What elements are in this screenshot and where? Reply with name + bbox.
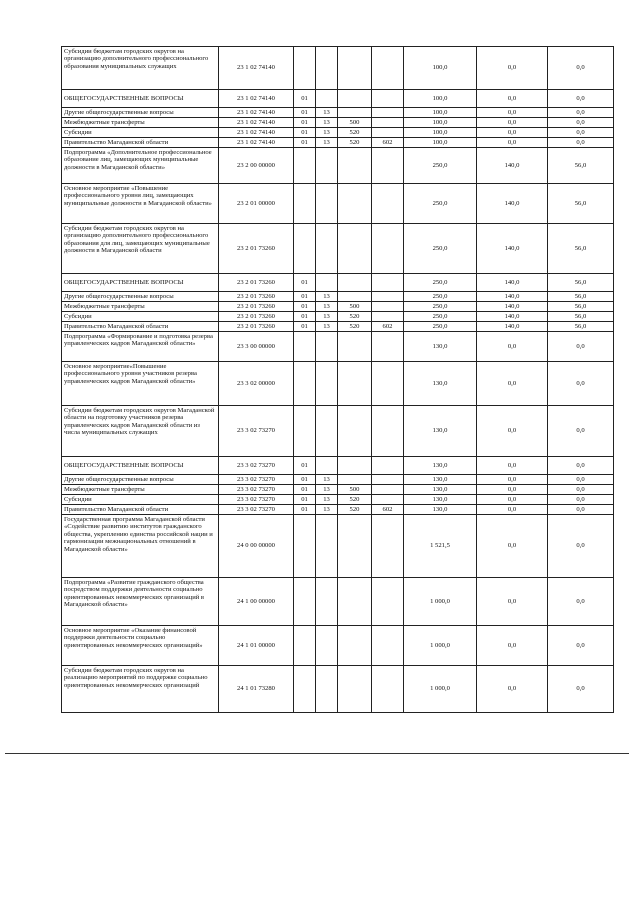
cell-expense-type: 520 [338,138,372,148]
cell-name: Субсидии [62,495,219,505]
cell-code: 23 1 02 74140 [219,90,294,108]
cell-amount-1: 130,0 [404,406,477,457]
cell-name: Подпрограмма «Дополнительное профессиональное образование лиц, замещающих муниципальные должности в Магаданской области» [62,148,219,184]
cell-name: Межбюджетные трансферты [62,118,219,128]
cell-subsection [316,47,338,90]
cell-department: 602 [372,322,404,332]
cell-name: Подпрограмма «Развитие гражданского общества посредством поддержки деятельности социально ориентированных некоммерческих организаций в Магаданской области» [62,578,219,626]
cell-name: Подпрограмма «Формирование и подготовка резерва управленческих кадров Магаданской области» [62,332,219,362]
cell-amount-1: 130,0 [404,332,477,362]
table-row [62,626,614,666]
cell-expense-type [338,292,372,302]
cell-expense-type [338,90,372,108]
cell-section [294,224,316,274]
cell-code: 23 3 02 73270 [219,495,294,505]
cell-section [294,515,316,578]
cell-code: 24 0 00 00000 [219,515,294,578]
cell-amount-3: 0,0 [548,475,614,485]
cell-subsection [316,274,338,292]
cell-name: Другие общегосударственные вопросы [62,108,219,118]
cell-amount-3: 0,0 [548,515,614,578]
table-row [62,148,614,184]
table-row [62,90,614,108]
cell-expense-type [338,148,372,184]
cell-amount-3: 56,0 [548,184,614,224]
cell-subsection: 13 [316,302,338,312]
cell-name: Другие общегосударственные вопросы [62,475,219,485]
cell-subsection: 13 [316,138,338,148]
cell-amount-2: 0,0 [477,515,548,578]
cell-section [294,184,316,224]
cell-code: 23 3 02 73270 [219,485,294,495]
cell-code: 23 1 02 74140 [219,138,294,148]
cell-amount-1: 130,0 [404,505,477,515]
cell-amount-1: 100,0 [404,47,477,90]
cell-expense-type: 500 [338,485,372,495]
cell-section [294,362,316,406]
cell-code: 23 1 02 74140 [219,108,294,118]
cell-code: 24 1 01 73280 [219,666,294,713]
cell-amount-2: 0,0 [477,138,548,148]
cell-code: 23 3 02 73270 [219,457,294,475]
table-row [62,666,614,713]
cell-code: 24 1 01 00000 [219,626,294,666]
cell-amount-2: 0,0 [477,475,548,485]
cell-name: Основное мероприятие «Оказание финансовой поддержки деятельности социально ориентированных некоммерческих организаций» [62,626,219,666]
cell-amount-3: 0,0 [548,128,614,138]
cell-amount-3: 0,0 [548,626,614,666]
cell-expense-type [338,224,372,274]
cell-amount-3: 0,0 [548,495,614,505]
table-row [62,292,614,302]
cell-subsection: 13 [316,485,338,495]
cell-department [372,666,404,713]
cell-amount-2: 0,0 [477,666,548,713]
cell-amount-1: 250,0 [404,312,477,322]
cell-section: 01 [294,485,316,495]
cell-department [372,515,404,578]
cell-department [372,626,404,666]
cell-amount-2: 0,0 [477,578,548,626]
cell-code: 23 2 01 73260 [219,322,294,332]
cell-name: Субсидии [62,128,219,138]
cell-name: Субсидии бюджетам городских округов на организацию дополнительного профессионального образования для лиц, замещающих муниципальные должности в Магаданской области [62,224,219,274]
cell-department [372,224,404,274]
cell-department [372,312,404,322]
cell-amount-2: 0,0 [477,90,548,108]
cell-subsection [316,406,338,457]
table-row [62,332,614,362]
cell-code: 23 2 01 73260 [219,224,294,274]
table-row [62,457,614,475]
page-divider-line [5,753,629,754]
cell-expense-type [338,578,372,626]
cell-department [372,495,404,505]
cell-department: 602 [372,505,404,515]
cell-subsection [316,457,338,475]
cell-department [372,90,404,108]
cell-amount-3: 0,0 [548,505,614,515]
cell-section: 01 [294,292,316,302]
cell-amount-2: 140,0 [477,312,548,322]
cell-amount-2: 0,0 [477,118,548,128]
cell-department [372,148,404,184]
cell-amount-2: 140,0 [477,184,548,224]
cell-amount-1: 100,0 [404,128,477,138]
cell-code: 23 3 02 00000 [219,362,294,406]
cell-amount-1: 130,0 [404,495,477,505]
cell-department [372,578,404,626]
cell-subsection [316,332,338,362]
cell-amount-3: 56,0 [548,292,614,302]
cell-expense-type: 520 [338,322,372,332]
cell-expense-type: 520 [338,495,372,505]
cell-name: Субсидии бюджетам городских округов Магаданской области на подготовку участников резерва управленческих кадров Магаданской области из числа муниципальных служащих [62,406,219,457]
cell-amount-2: 0,0 [477,457,548,475]
table-row [62,495,614,505]
cell-amount-2: 0,0 [477,505,548,515]
cell-name: Основное мероприятие «Повышение профессионального уровня лиц, замещающих муниципальные должности в Магаданской области» [62,184,219,224]
cell-code: 23 2 01 73260 [219,312,294,322]
cell-subsection [316,224,338,274]
cell-subsection [316,578,338,626]
cell-section: 01 [294,302,316,312]
cell-name: Другие общегосударственные вопросы [62,292,219,302]
cell-department [372,485,404,495]
cell-subsection [316,90,338,108]
table-row [62,312,614,322]
cell-expense-type: 500 [338,118,372,128]
cell-name: Субсидии бюджетам городских округов на реализацию мероприятий по поддержке социально ориентированных некоммерческих организаций [62,666,219,713]
cell-section [294,406,316,457]
cell-subsection [316,184,338,224]
cell-code: 23 2 01 00000 [219,184,294,224]
cell-section: 01 [294,138,316,148]
cell-amount-2: 140,0 [477,292,548,302]
cell-expense-type [338,362,372,406]
cell-amount-2: 0,0 [477,47,548,90]
cell-code: 23 2 01 73260 [219,274,294,292]
cell-code: 23 1 02 74140 [219,128,294,138]
table-row [62,108,614,118]
cell-code: 23 2 01 73260 [219,302,294,312]
cell-amount-2: 140,0 [477,322,548,332]
cell-subsection: 13 [316,322,338,332]
cell-name: Правительство Магаданской области [62,322,219,332]
cell-department [372,108,404,118]
cell-amount-3: 0,0 [548,138,614,148]
cell-expense-type: 520 [338,312,372,322]
cell-section: 01 [294,90,316,108]
table-row [62,274,614,292]
cell-amount-2: 0,0 [477,332,548,362]
cell-amount-2: 140,0 [477,274,548,292]
cell-department [372,475,404,485]
table-row [62,505,614,515]
cell-expense-type [338,406,372,457]
cell-amount-2: 0,0 [477,406,548,457]
budget-table-body [62,47,614,713]
cell-section: 01 [294,457,316,475]
cell-section: 01 [294,108,316,118]
cell-expense-type [338,626,372,666]
cell-department [372,406,404,457]
table-row [62,302,614,312]
cell-section: 01 [294,475,316,485]
table-row [62,128,614,138]
cell-section [294,148,316,184]
cell-subsection: 13 [316,128,338,138]
cell-expense-type [338,475,372,485]
cell-subsection [316,626,338,666]
cell-subsection: 13 [316,495,338,505]
cell-amount-1: 250,0 [404,302,477,312]
cell-code: 23 2 00 00000 [219,148,294,184]
cell-department [372,292,404,302]
cell-subsection: 13 [316,118,338,128]
table-row [62,515,614,578]
cell-expense-type: 500 [338,302,372,312]
table-row [62,47,614,90]
cell-section: 01 [294,505,316,515]
table-row [62,362,614,406]
cell-expense-type [338,515,372,578]
cell-amount-3: 0,0 [548,47,614,90]
cell-amount-2: 0,0 [477,495,548,505]
cell-name: Основное мероприятие«Повышение профессионального уровня участников резерва управленческих кадров Магаданской области» [62,362,219,406]
cell-section: 01 [294,128,316,138]
cell-name: Государственная программа Магаданской области «Содействие развитию институтов гражданского общества, укреплению единства российской нации и гармонизации межнациональных отношений в Магаданской области» [62,515,219,578]
cell-amount-1: 250,0 [404,292,477,302]
cell-amount-3: 56,0 [548,312,614,322]
cell-amount-1: 130,0 [404,475,477,485]
cell-expense-type [338,108,372,118]
cell-amount-1: 250,0 [404,224,477,274]
table-row [62,485,614,495]
cell-department [372,184,404,224]
cell-amount-1: 100,0 [404,108,477,118]
cell-amount-3: 0,0 [548,578,614,626]
cell-code: 23 3 02 73270 [219,406,294,457]
cell-amount-2: 0,0 [477,108,548,118]
cell-amount-1: 250,0 [404,148,477,184]
cell-code: 23 3 02 73270 [219,505,294,515]
cell-amount-1: 250,0 [404,274,477,292]
cell-code: 23 3 02 73270 [219,475,294,485]
cell-amount-2: 0,0 [477,128,548,138]
cell-section [294,626,316,666]
cell-code: 24 1 00 00000 [219,578,294,626]
cell-amount-1: 130,0 [404,362,477,406]
cell-amount-2: 0,0 [477,626,548,666]
budget-table [61,46,614,713]
cell-section [294,666,316,713]
cell-amount-1: 1 521,5 [404,515,477,578]
cell-expense-type [338,332,372,362]
cell-code: 23 2 01 73260 [219,292,294,302]
cell-name: Субсидии [62,312,219,322]
cell-amount-3: 0,0 [548,362,614,406]
cell-name: ОБЩЕГОСУДАРСТВЕННЫЕ ВОПРОСЫ [62,274,219,292]
cell-amount-1: 1 000,0 [404,666,477,713]
cell-name: Субсидии бюджетам городских округов на организацию дополнительного профессионального образования муниципальных служащих [62,47,219,90]
table-row [62,475,614,485]
cell-amount-2: 140,0 [477,148,548,184]
cell-amount-3: 56,0 [548,148,614,184]
cell-amount-3: 56,0 [548,302,614,312]
cell-department: 602 [372,138,404,148]
cell-amount-1: 100,0 [404,118,477,128]
cell-section [294,332,316,362]
cell-expense-type [338,184,372,224]
cell-subsection: 13 [316,475,338,485]
cell-amount-3: 0,0 [548,332,614,362]
cell-subsection: 13 [316,505,338,515]
cell-name: Правительство Магаданской области [62,138,219,148]
cell-amount-3: 0,0 [548,108,614,118]
cell-subsection [316,666,338,713]
cell-amount-1: 130,0 [404,457,477,475]
cell-name: Правительство Магаданской области [62,505,219,515]
cell-subsection: 13 [316,312,338,322]
cell-amount-2: 0,0 [477,485,548,495]
table-row [62,578,614,626]
budget-table-sheet [61,46,613,713]
cell-name: ОБЩЕГОСУДАРСТВЕННЫЕ ВОПРОСЫ [62,457,219,475]
cell-amount-1: 250,0 [404,322,477,332]
table-row [62,118,614,128]
cell-department [372,302,404,312]
cell-amount-3: 0,0 [548,90,614,108]
cell-name: Межбюджетные трансферты [62,485,219,495]
cell-section [294,47,316,90]
table-row [62,184,614,224]
cell-amount-2: 140,0 [477,224,548,274]
cell-section: 01 [294,322,316,332]
cell-expense-type: 520 [338,128,372,138]
cell-amount-3: 0,0 [548,457,614,475]
table-row [62,322,614,332]
table-row [62,138,614,148]
cell-department [372,332,404,362]
cell-code: 23 3 00 00000 [219,332,294,362]
cell-amount-2: 140,0 [477,302,548,312]
cell-section: 01 [294,274,316,292]
cell-department [372,274,404,292]
cell-amount-1: 130,0 [404,485,477,495]
cell-subsection: 13 [316,108,338,118]
cell-amount-3: 0,0 [548,118,614,128]
cell-amount-2: 0,0 [477,362,548,406]
cell-subsection [316,148,338,184]
cell-code: 23 1 02 74140 [219,47,294,90]
cell-department [372,362,404,406]
cell-expense-type: 520 [338,505,372,515]
cell-expense-type [338,457,372,475]
table-row [62,406,614,457]
cell-expense-type [338,47,372,90]
cell-subsection: 13 [316,292,338,302]
cell-department [372,457,404,475]
cell-amount-3: 0,0 [548,485,614,495]
cell-amount-1: 100,0 [404,138,477,148]
cell-amount-3: 56,0 [548,322,614,332]
table-row [62,224,614,274]
cell-amount-1: 1 000,0 [404,578,477,626]
cell-amount-1: 1 000,0 [404,626,477,666]
cell-subsection [316,515,338,578]
cell-section: 01 [294,118,316,128]
cell-amount-1: 250,0 [404,184,477,224]
cell-section [294,578,316,626]
cell-amount-3: 56,0 [548,224,614,274]
cell-department [372,47,404,90]
cell-amount-3: 0,0 [548,666,614,713]
cell-department [372,118,404,128]
cell-name: Межбюджетные трансферты [62,302,219,312]
cell-amount-3: 56,0 [548,274,614,292]
cell-section: 01 [294,312,316,322]
cell-name: ОБЩЕГОСУДАРСТВЕННЫЕ ВОПРОСЫ [62,90,219,108]
cell-amount-3: 0,0 [548,406,614,457]
cell-subsection [316,362,338,406]
cell-expense-type [338,666,372,713]
cell-amount-1: 100,0 [404,90,477,108]
cell-department [372,128,404,138]
cell-expense-type [338,274,372,292]
cell-code: 23 1 02 74140 [219,118,294,128]
cell-section: 01 [294,495,316,505]
